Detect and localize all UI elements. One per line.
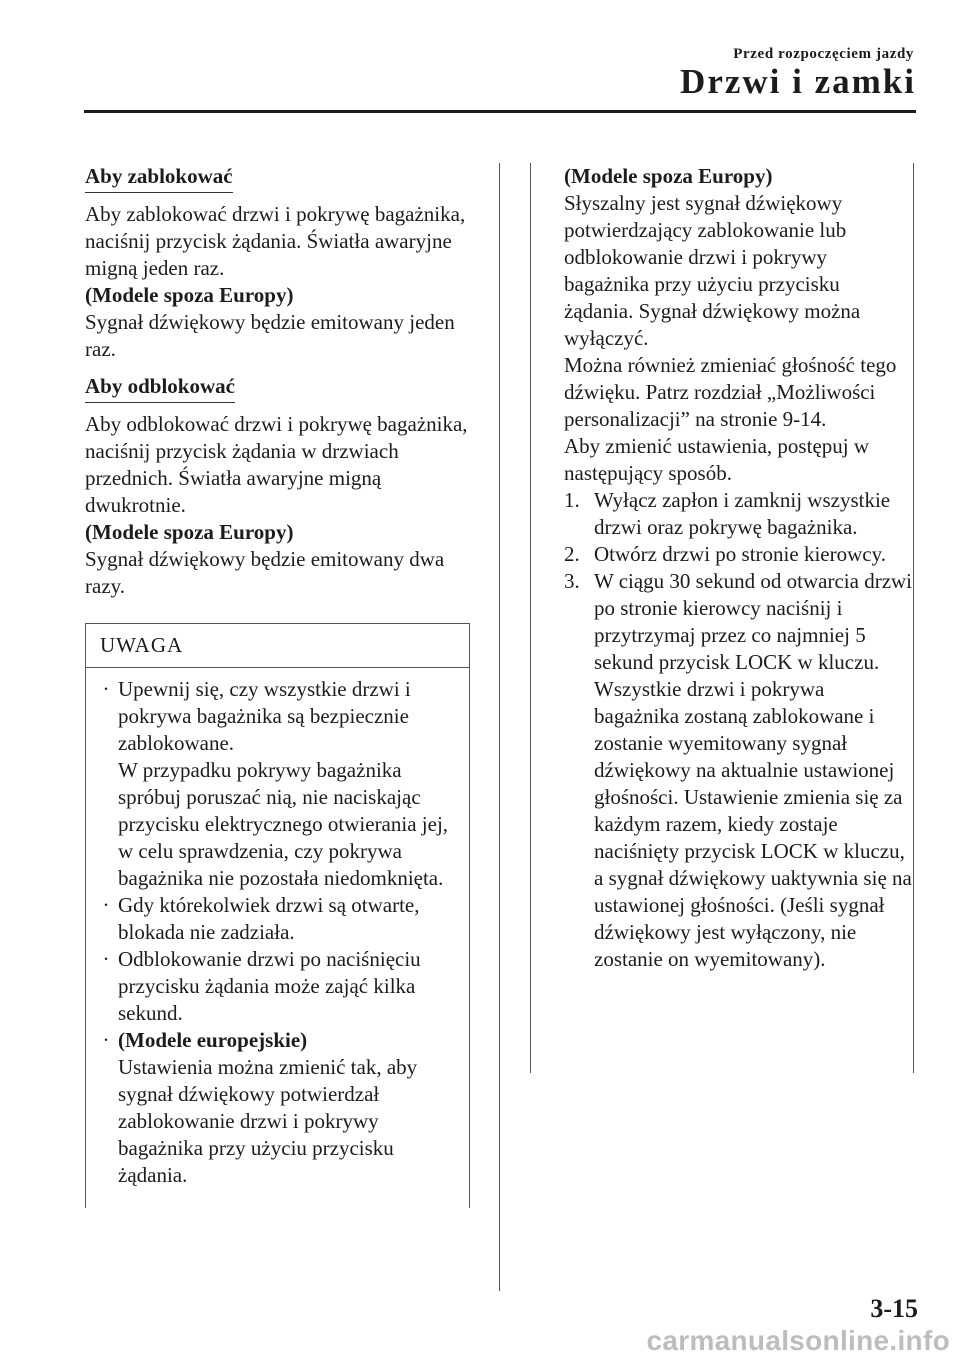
chapter-title: Przed rozpoczęciem jazdy [733, 46, 914, 62]
unlock-heading: Aby odblokować [85, 373, 235, 403]
note-bullet: · (Modele europejskie) Ustawienia można zmienić tak, aby sygnał dźwiękowy potwierdzał zablokowanie drzwi i pokrywy bagażnika przy użyciu przycisku żądania. [94, 1027, 459, 1189]
right-paragraph-3: Aby zmienić ustawienia, postępuj w następujący sposób. [564, 434, 870, 485]
note-title: UWAGA [86, 624, 469, 668]
right-column [564, 163, 914, 973]
column-divider [499, 163, 500, 1291]
step-item: 1. Wyłącz zapłon i zamknij wszystkie drzwi oraz pokrywę bagażnika. [564, 488, 891, 539]
note-bullet: · Odblokowanie drzwi po naciśnięciu przycisku żądania może zająć kilka sekund. [94, 946, 459, 1027]
page-number: 3-15 [870, 1294, 918, 1323]
lock-text: Aby zablokować drzwi i pokrywę bagażnika, naciśnij przycisk żądania. Światła awaryjne migną jeden raz. [85, 202, 466, 280]
note-bullet: · Upewnij się, czy wszystkie drzwi i pokrywa bagażnika są bezpiecznie zablokowane. W przypadku pokrywy bagażnika spróbuj poruszać nią, nie naciskając przycisku elektrycznego otwierania jej, w celu sprawdzenia, czy pokrywa bagażnika nie pozostała niedomknięta. [94, 676, 459, 892]
note-bullet: · Gdy którekolwiek drzwi są otwarte, blokada nie zadziała. [94, 892, 459, 946]
lock-subheading: (Modele spoza Europy) [85, 283, 294, 307]
section-title: Drzwi i zamki [680, 62, 916, 101]
right-subheading: (Modele spoza Europy) [564, 164, 773, 188]
header-rule [84, 110, 916, 113]
note-bullet-3-text: Odblokowanie drzwi po naciśnięciu przycisku żądania może zająć kilka sekund. [118, 947, 421, 1025]
watermark: carmanualsonline.info [646, 1325, 950, 1356]
note-bullet-1-extra: W przypadku pokrywy bagażnika spróbuj poruszać nią, nie naciskając przycisku elektrycznego otwierania jej, w celu sprawdzenia, czy pokrywa bagażnika nie pozostała niedomknięta. [118, 758, 449, 890]
right-paragraph-1: Słyszalny jest sygnał dźwiękowy potwierdzający zablokowanie lub odblokowanie drzwi i pokrywy bagażnika przy użyciu przycisku żądania. Sygnał dźwiękowy można wyłączyć. [564, 191, 861, 350]
note-bullet-1-text: Upewnij się, czy wszystkie drzwi i pokrywa bagażnika są bezpiecznie zablokowane. [118, 677, 411, 755]
step-item: 3. W ciągu 30 sekund od otwarcia drzwi po stronie kierowcy naciśnij i przytrzymaj przez co najmniej 5 sekund przycisk LOCK w kluczu. Wszystkie drzwi i pokrywa bagażnika zostaną zablokowane i zostanie wyemitowany sygnał dźwiękowy na aktualnie ustawionej głośności. Ustawienie zmienia się za każdym razem, kiedy zostaje naciśnięty przycisk LOCK w kluczu, a sygnał dźwiękowy uaktywnia się na ustawionej głośności. (Jeśli sygnał dźwiękowy jest wyłączony, nie zostanie on wyemitowany). [564, 569, 913, 971]
note-box [85, 623, 470, 1208]
unlock-sub-text: Sygnał dźwiękowy będzie emitowany dwa razy. [85, 547, 445, 598]
note-bullet-2-text: Gdy którekolwiek drzwi są otwarte, blokada nie zadziała. [118, 893, 420, 944]
note-bullet-4-text: Ustawienia można zmienić tak, aby sygnał dźwiękowy potwierdzał zablokowanie drzwi i pokrywy bagażnika przy użyciu przycisku żądania. [118, 1055, 418, 1187]
step-item: 2. Otwórz drzwi po stronie kierowcy. [564, 542, 886, 566]
left-column [85, 163, 485, 600]
lock-heading: Aby zablokować [85, 163, 233, 193]
lock-sub-text: Sygnał dźwiękowy będzie emitowany jeden raz. [85, 310, 455, 361]
unlock-text: Aby odblokować drzwi i pokrywę bagażnika, naciśnij przycisk żądania w drzwiach przednich. Światła awaryjne migną dwukrotnie. [85, 412, 468, 517]
right-column-left-rule [530, 163, 531, 1073]
step-list [564, 487, 914, 973]
right-paragraph-2: Można również zmieniać głośność tego dźwięku. Patrz rozdział „Możliwości personalizacji” na stronie 9-14. [564, 353, 897, 431]
note-bullet-4-subheading: (Modele europejskie) [118, 1028, 308, 1052]
unlock-subheading: (Modele spoza Europy) [85, 520, 294, 544]
